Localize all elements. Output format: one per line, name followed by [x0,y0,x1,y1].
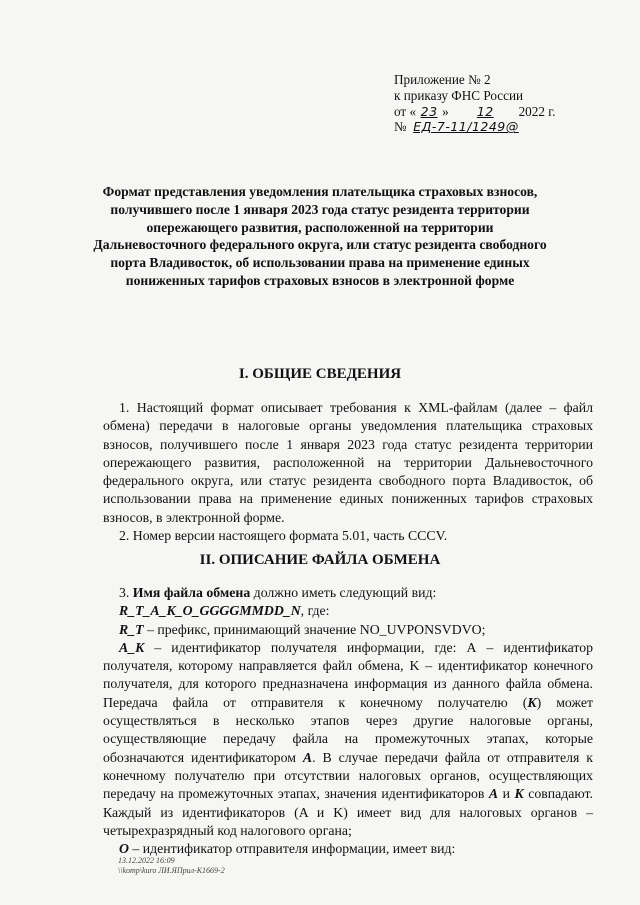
p3-bold-term: Имя файла обмена [132,585,251,600]
document-title: Формат представления уведомления плательщика страховых взносов, получившего после 1 января 2023 года статус резидента территории опережающего развития, расположенной на территории Дальневосточного федерального округа, или статус резидента свободного порта Владивосток, об использовании права на применение единых пониженных тарифов страховых взносов в электронной форме [93,184,547,288]
section-1-heading: I. ОБЩИЕ СВЕДЕНИЯ [238,366,402,382]
ak-a-2: А [488,786,499,802]
number-handwritten: ЕД-7-11/1249@ [413,119,519,135]
pattern-value: R_T_A_K_O_GGGGMMDD_N [119,603,301,619]
date-month-handwritten: 12 [476,103,494,119]
section-2-heading: II. ОПИСАНИЕ ФАЙЛА ОБМЕНА [199,552,441,568]
ak-text-2: ) может осуществляться в несколько этапов через другие налоговые органы, осуществляющие передачу файла на промежуточных этапах, которые обозначаются идентификатором [103,694,593,765]
ak-term: A_K [119,639,145,655]
o-term: O [119,841,129,857]
paragraph-1: 1. Настоящий формат описывает требования к XML-файлам (далее – файл обмена) передачи в налоговые органы уведомления плательщика страховых взносов, получившего после 1 января 2023 года статус резидента территории опережающего развития, расположенной на территории Дальневосточного федерального округа, или статус резидента свободного порта Владивосток, об использовании права на применение единых пониженных тарифов страховых взносов, в электронной форме. [103,400,593,525]
section-2-body [103,584,593,858]
ak-k-2: K [514,786,524,802]
p3-rest: должно иметь следующий вид: [250,585,437,600]
section-1-body [103,399,593,545]
appendix-date [394,104,555,120]
rt-definition [103,621,593,639]
appendix-line-1: Приложение № 2 [394,72,491,87]
number-prefix: № [394,119,407,135]
rt-term: R_T [119,621,144,637]
ak-k-1: K [527,694,537,710]
paragraph-2: 2. Номер версии настоящего формата 5.01, часть CCCV. [119,528,448,544]
pattern-suffix: , где: [300,603,330,619]
date-year: 2022 г. [518,103,556,119]
appendix-number [394,119,555,135]
ak-text-1: – идентификатор получателя информации, где: А – идентификатор получателя, которому направляется файл обмена, K – идентификатор конечного получателя, для которого предназначена информация из данного файла обмена. Передача файла от отправителя к конечному получателю ( [103,639,593,710]
paragraph-3 [103,584,593,602]
file-name-pattern [103,602,593,620]
ak-text-3: . В случае передачи файла от отправителя к конечному получателю при отсутствии налоговых органов, осуществляющих передачу на промежуточных этапах, значения идентификаторов [103,749,593,802]
p3-number: 3. [119,585,133,600]
appendix-line-2: к приказу ФНС России [394,87,524,103]
rt-text: – префикс, принимающий значение NO_UVPONSVDVO; [143,621,486,637]
footer-timestamp: 13.12.2022 16:09 [118,856,175,865]
o-text: – идентификатор отправителя информации, имеет вид: [128,841,456,857]
footer-stamp [118,856,225,876]
ak-text-4: совпадают. Каждый из идентификаторов (A и K) имеет вид для налоговых органов – четырехразрядный код налогового органа; [103,786,593,838]
footer-path: \\komp\kuro ЛИ.ЯПрил-К1669-2 [118,866,225,875]
date-mid: » [442,103,449,119]
ak-a-1: А [302,749,313,765]
appendix-block [394,72,555,135]
ak-definition [103,639,593,840]
ak-and: и [498,786,515,802]
date-prefix: от « [394,103,417,119]
date-day-handwritten: 23 [420,103,438,119]
